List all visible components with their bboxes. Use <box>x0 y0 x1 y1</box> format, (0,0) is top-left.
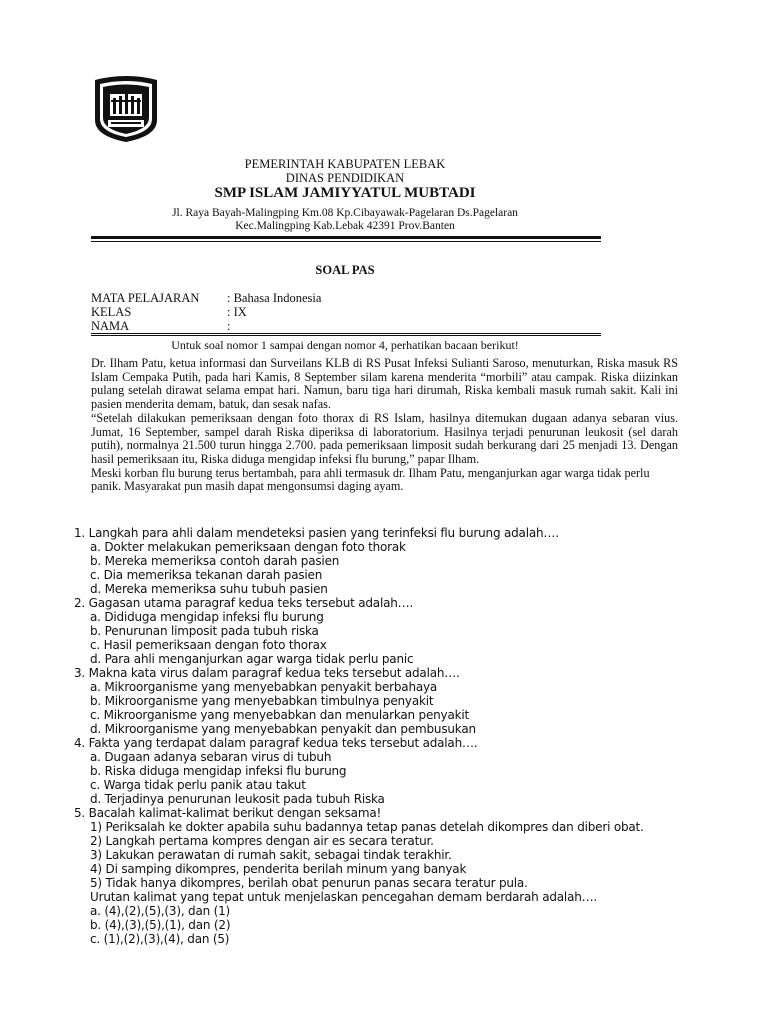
meta-key: MATA PELAJARAN <box>91 291 200 305</box>
answer-option: c. Hasil pemeriksaan dengan foto thorax <box>90 637 327 652</box>
exam-title: SOAL PAS <box>315 263 375 277</box>
header-government: PEMERINTAH KABUPATEN LEBAK <box>244 157 446 171</box>
passage-paragraph: Meski korban flu burung terus bertambah, para ahli termasuk dr. Ilham Patu, menganjurkan agar warga tidak perlu panik. Masyarakat pun masih dapat mengonsumsi daging ayam. <box>91 465 650 494</box>
question-text: 4. Fakta yang terdapat dalam paragraf kedua teks tersebut adalah…. <box>74 736 478 750</box>
passage-paragraph: Dr. Ilham Patu, ketua informasi dan Surveilans KLB di RS Pusat Infeksi Sulianti Saroso, menuturkan, Riska masuk RS Islam Cempaka Putih, pada hari Kamis, 8 September silam karena menderita “morbili” atau campak. Riska diizinkan pulang setelah dirawat selama empat hari. Namun, baru tiga hari dirumah, Riska kembali masuk rumah sakit. Kali ini pasien menderita demam, batuk, dan sesak nafas. <box>91 356 678 412</box>
answer-option: b. Mikroorganisme yang menyebabkan timbulnya penyakit <box>90 693 434 708</box>
meta-value: : IX <box>227 305 247 319</box>
answer-option: b. Mereka memeriksa contoh darah pasien <box>90 553 340 568</box>
meta-key: NAMA <box>91 319 130 333</box>
answer-option: c. Warga tidak perlu panik atau takut <box>90 777 306 792</box>
header-divider-thin <box>91 241 601 242</box>
question-2 <box>74 597 413 667</box>
meta-subject <box>91 291 321 306</box>
answer-option: b. (4),(3),(5),(1), dan (2) <box>90 917 231 932</box>
meta-value: : <box>227 319 231 333</box>
question-1 <box>74 527 559 597</box>
question-prompt: Urutan kalimat yang tepat untuk menjelaskan pencegahan demam berdarah adalah…. <box>90 889 598 904</box>
answer-option: c. Dia memeriksa tekanan darah pasien <box>90 567 323 582</box>
header-department: DINAS PENDIDIKAN <box>285 171 405 185</box>
reading-passage <box>91 357 678 494</box>
statement-item: 5) Tidak hanya dikompres, berilah obat penurun panas secara teratur pula. <box>90 875 528 890</box>
question-text: 3. Makna kata virus dalam paragraf kedua teks tersebut adalah…. <box>74 666 460 680</box>
meta-value: : Bahasa Indonesia <box>227 291 322 305</box>
header-divider-thick <box>91 236 601 239</box>
passage-paragraph: “Setelah dilakukan pemeriksaan dengan foto thorax di RS Islam, hasilnya ditemukan dugaan adanya sebaran vius. Jumat, 16 September, sampel darah Riska diperiksa di laboratorium. Hasilnya terjadi penurunan leukosit (sel darah putih), normalnya 21.500 turun hingga 2.700. pada pemeriksaan limposit sudah berkurang dari 25 menjadi 13. Dengan hasil pemeriksaan itu, Riska diduga mengidap infeksi flu burung,” papar Ilham. <box>91 410 678 466</box>
question-4 <box>74 737 477 807</box>
answer-option: d. Mereka memeriksa suhu tubuh pasien <box>90 581 328 596</box>
header-address-line2: Kec.Malingping Kab.Lebak 42391 Prov.Banten <box>235 220 455 232</box>
question-text: 2. Gagasan utama paragraf kedua teks tersebut adalah…. <box>74 596 414 610</box>
meta-key: KELAS <box>91 305 132 319</box>
answer-option: d. Para ahli menganjurkan agar warga tidak perlu panic <box>90 651 414 666</box>
question-5 <box>74 807 644 947</box>
answer-option: a. Mikroorganisme yang menyebabkan penyakit berbahaya <box>90 679 438 694</box>
answer-option: d. Mikroorganisme yang menyebabkan penyakit dan pembusukan <box>90 721 476 736</box>
answer-option: b. Riska diduga mengidap infeksi flu burung <box>90 763 347 778</box>
question-3 <box>74 667 476 737</box>
answer-option: a. Dugaan adanya sebaran virus di tubuh <box>90 749 332 764</box>
answer-option: c. Mikroorganisme yang menyebabkan dan menularkan penyakit <box>90 707 469 722</box>
meta-name <box>91 319 230 334</box>
meta-divider-top <box>91 333 601 334</box>
statement-item: 1) Periksalah ke dokter apabila suhu badannya tetap panas detelah dikompres dan diberi obat. <box>90 819 644 834</box>
answer-option: a. (4),(2),(5),(3), dan (1) <box>90 903 231 918</box>
statement-item: 4) Di samping dikompres, penderita berilah minum yang banyak <box>90 861 467 876</box>
meta-divider-bottom <box>91 335 601 336</box>
answer-option: c. (1),(2),(3),(4), dan (5) <box>90 931 230 946</box>
question-text: 1. Langkah para ahli dalam mendeteksi pasien yang terinfeksi flu burung adalah…. <box>74 526 559 540</box>
meta-class <box>91 305 247 320</box>
school-logo <box>91 74 161 144</box>
answer-option: b. Penurunan limposit pada tubuh riska <box>90 623 319 638</box>
header-address-line1: Jl. Raya Bayah-Malingping Km.08 Kp.Cibayawak-Pagelaran Ds.Pagelaran <box>172 207 518 219</box>
statement-item: 2) Langkah pertama kompres dengan air es secara teratur. <box>90 833 434 848</box>
instruction-text: Untuk soal nomor 1 sampai dengan nomor 4, perhatikan bacaan berikut! <box>171 338 519 352</box>
answer-option: d. Terjadinya penurunan leukosit pada tubuh Riska <box>90 791 385 806</box>
question-text: 5. Bacalah kalimat-kalimat berikut dengan seksama! <box>74 806 382 820</box>
answer-option: a. Dididuga mengidap infeksi flu burung <box>90 609 324 624</box>
answer-option: a. Dokter melakukan pemeriksaan dengan foto thorak <box>90 539 406 554</box>
header-school-name: SMP ISLAM JAMIYYATUL MUBTADI <box>214 185 476 201</box>
statement-item: 3) Lakukan perawatan di rumah sakit, sebagai tindak terakhir. <box>90 847 452 862</box>
